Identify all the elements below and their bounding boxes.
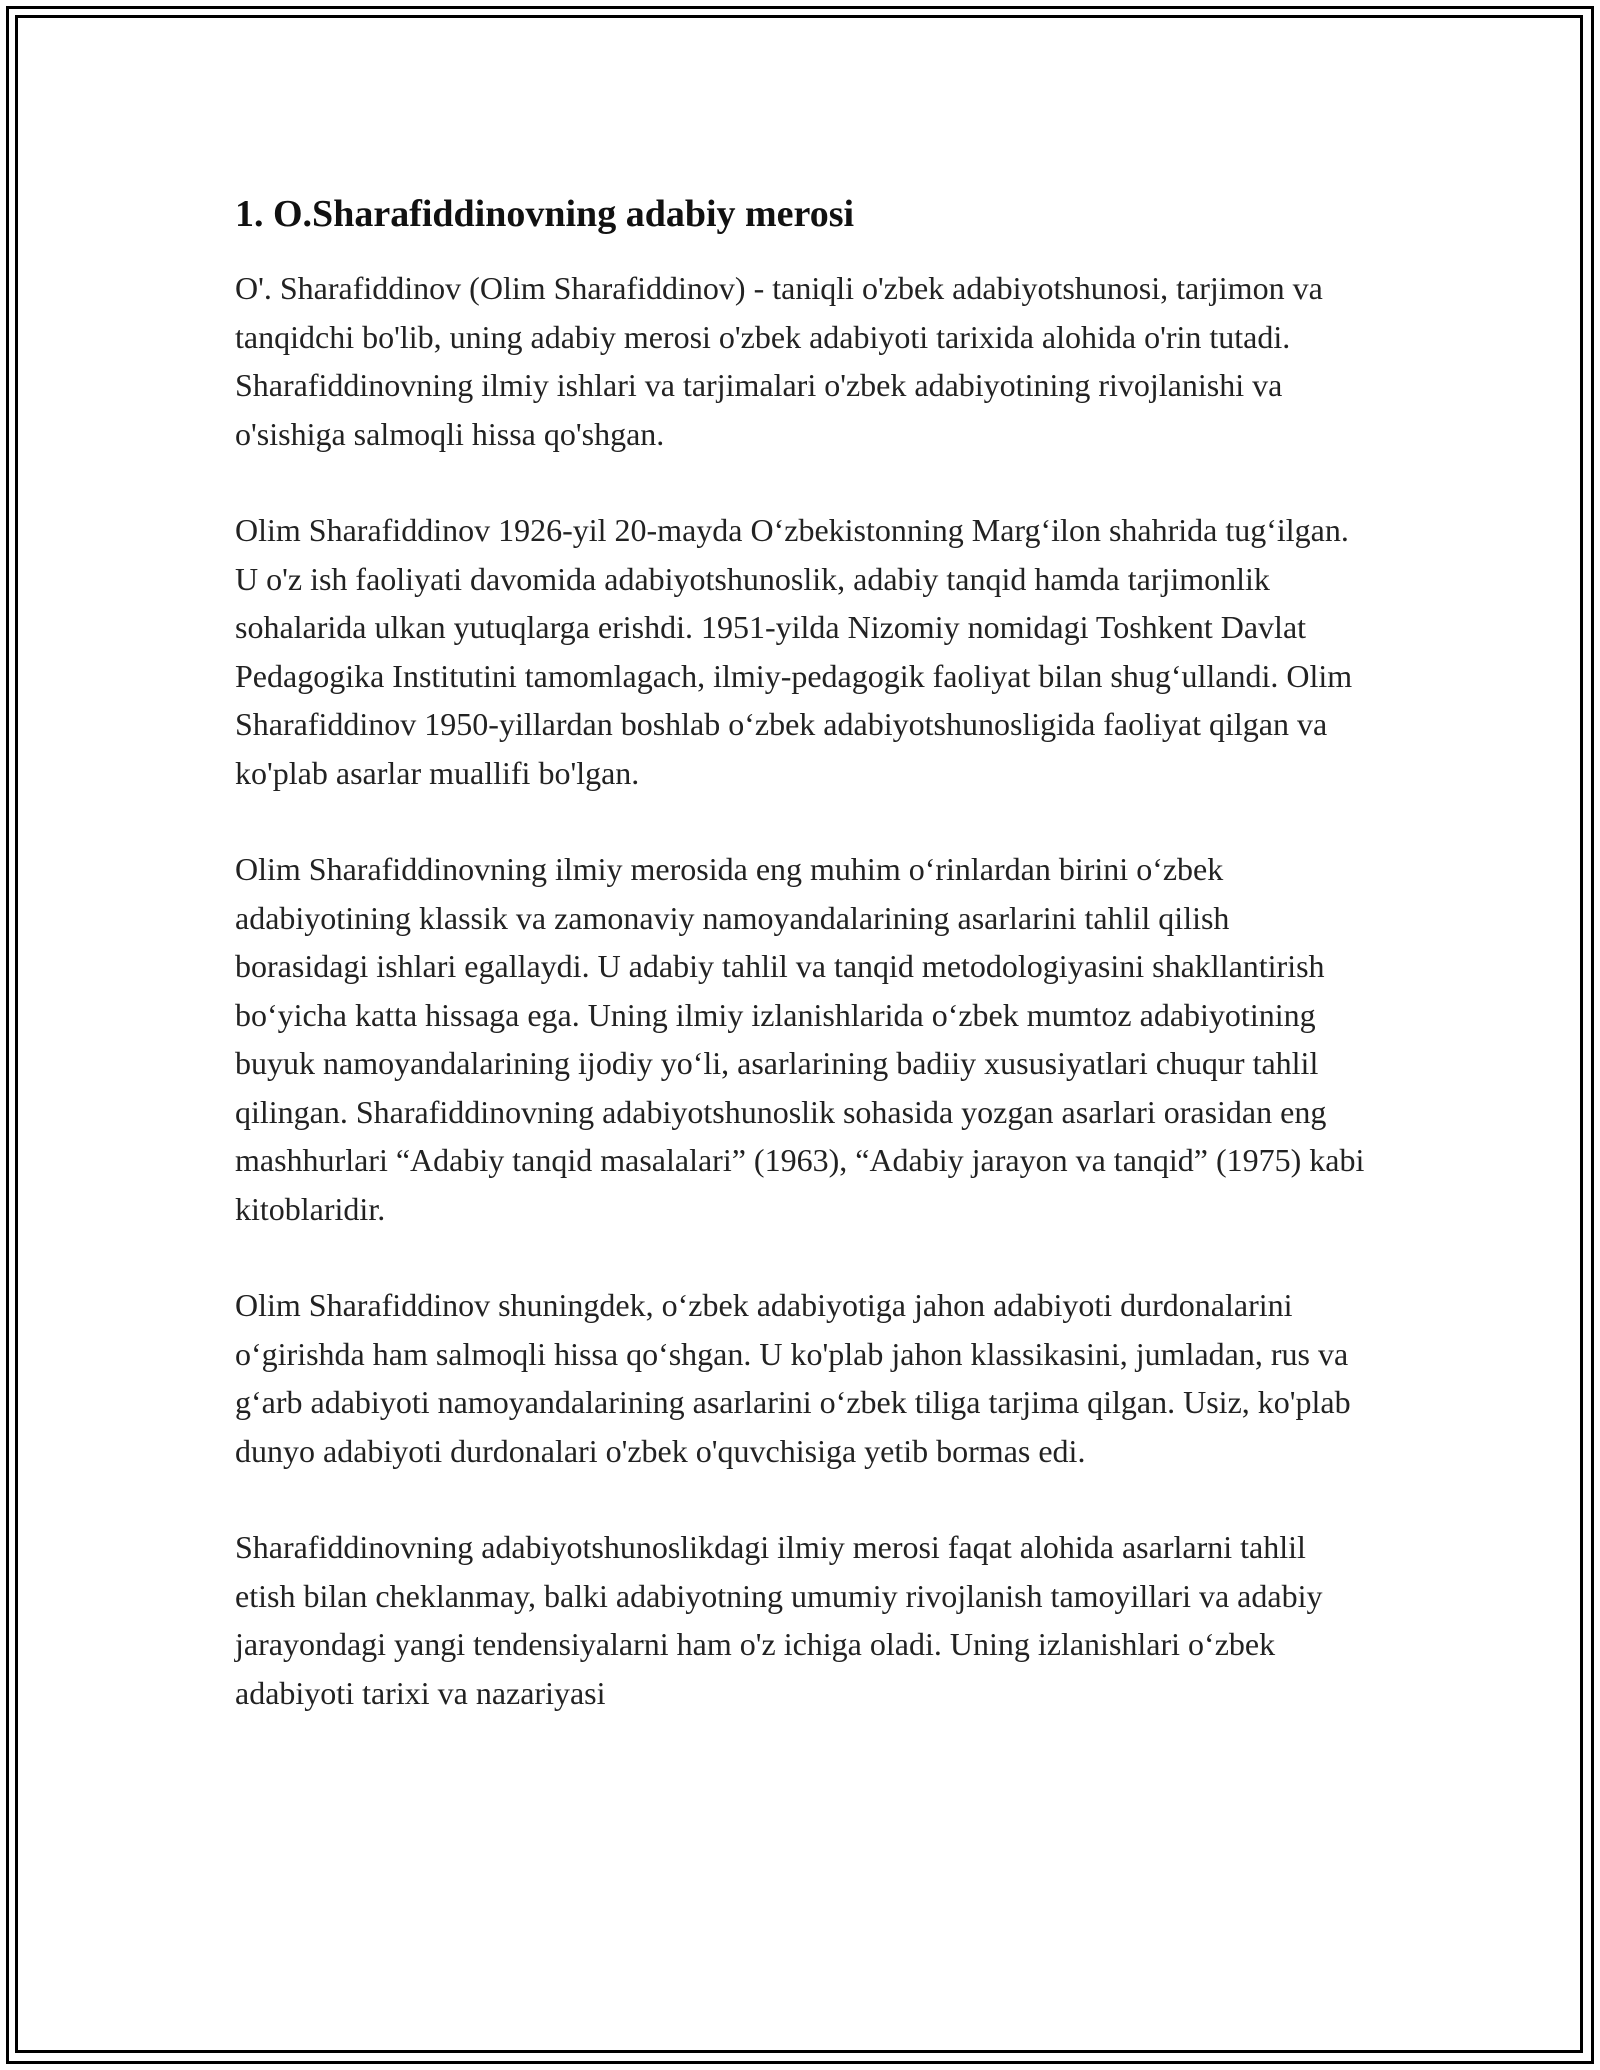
paragraph-theory: Sharafiddinovning adabiyotshunoslikdagi ilmiy merosi faqat alohida asarlarni tahlil etish bilan cheklanmay, balki adabiyotning umumiy rivojlanish tamoyillari va adabiy jarayondagi yangi tendensiyalarni ham o'z ichiga oladi. Uning izlanishlari o‘zbek adabiyoti tarixi va nazariyasi [235,1529,1323,1711]
paragraph-scholarly-legacy: Olim Sharafiddinovning ilmiy merosida eng muhim o‘rinlardan birini o‘zbek adabiyotining klassik va zamonaviy namoyandalarining asarlarini tahlil qilish borasidagi ishlari egallaydi. U adabiy tahlil va tanqid metodologiyasini shakllantirish bo‘yicha katta hissaga ega. Uning ilmiy izlanishlarida o‘zbek mumtoz adabiyotining buyuk namoyandalarining ijodiy yo‘li, asarlarining badiiy xususiyatlari chuqur tahlil qilingan. Sharafiddinovning adabiyotshunoslik sohasida yozgan asarlari orasidan eng mashhurlari “Adabiy tanqid masalalari” (1963), “Adabiy jarayon va tanqid” (1975) kabi kitoblaridir. [235,851,1365,1227]
paragraph-translations: Olim Sharafiddinov shuningdek, o‘zbek adabiyotiga jahon adabiyoti durdonalarini o‘girishda ham salmoqli hissa qo‘shgan. U ko'plab jahon klassikasini, jumladan, rus va g‘arb adabiyoti namoyandalarining asarlarini o‘zbek tiliga tarjima qilgan. Usiz, ko'plab dunyo adabiyoti durdonalari o'zbek o'quvchisiga yetib bormas edi. [235,1287,1351,1469]
paragraph-intro: O'. Sharafiddinov (Olim Sharafiddinov) - taniqli o'zbek adabiyotshunosi, tarjimon va tanqidchi bo'lib, uning adabiy merosi o'zbek adabiyoti tarixida alohida o'rin tutadi. Sharafiddinovning ilmiy ishlari va tarjimalari o'zbek adabiyotining rivojlanishi va o'sishiga salmoqli hissa qo'shgan. [235,270,1323,452]
section-heading: 1. O.Sharafiddinovning adabiy merosi [235,193,855,235]
paragraph-biography: Olim Sharafiddinov 1926-yil 20-mayda O‘zbekistonning Marg‘ilon shahrida tug‘ilgan. U o'z ish faoliyati davomida adabiyotshunoslik, adabiy tanqid hamda tarjimonlik sohalarida ulkan yutuqlarga erishdi. 1951-yilda Nizomiy nomidagi Toshkent Davlat Pedagogika Institutini tamomlagach, ilmiy-pedagogik faoliyat bilan shug‘ullandi. Olim Sharafiddinov 1950-yillardan boshlab o‘zbek adabiyotshunosligida faoliyat qilgan va ko'plab asarlar muallifi bo'lgan. [235,512,1353,791]
document-body [235,184,1365,1765]
